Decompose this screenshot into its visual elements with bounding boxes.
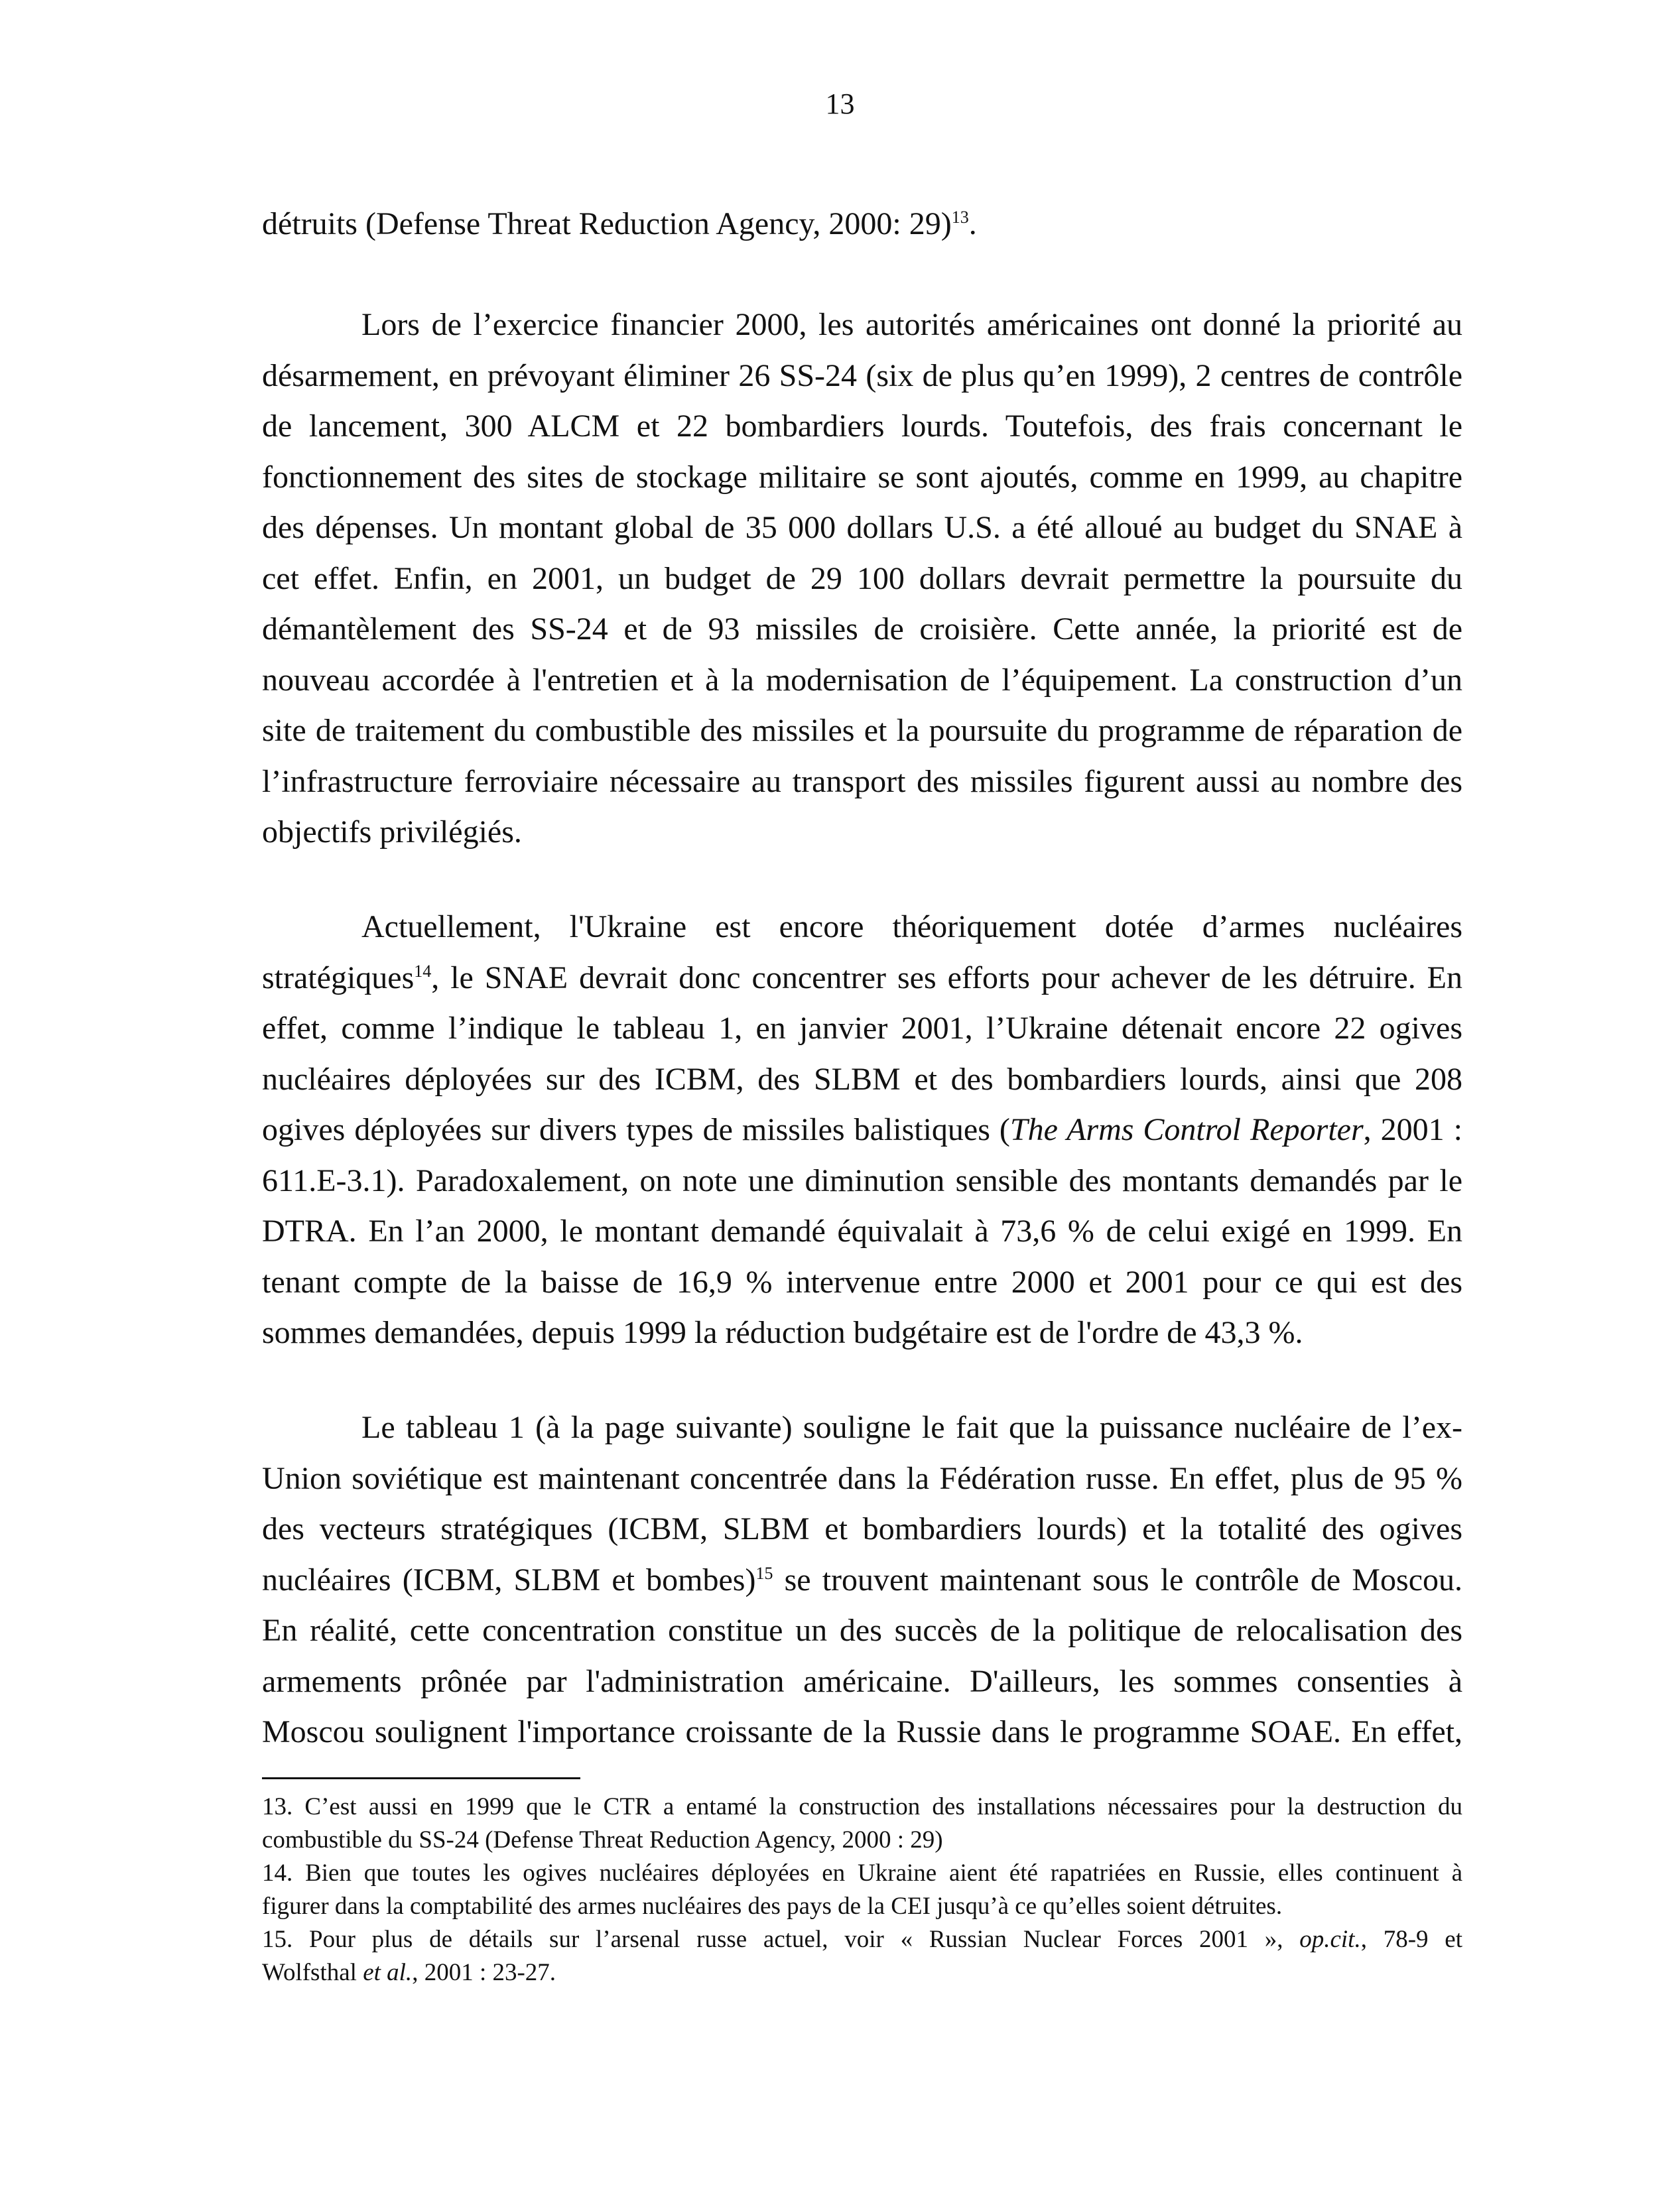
text-line: de lancement, 300 ALCM et 22 bombardiers lourds. Toutefois, des frais concernant le	[262, 409, 1462, 444]
text-line: nucléaires (ICBM, SLBM et bombes)$^{15}$ se trouvent maintenant sous le contrôle de Moscou.	[262, 1562, 1463, 1598]
footnote-13-cont: combustible du SS-24 (Defense Threat Reduction Agency, 2000 : 29)	[262, 1826, 943, 1854]
text-line: DTRA. En l’an 2000, le montant demandé équivalait à 73,6 % de celui exigé en 1999. En	[262, 1214, 1462, 1249]
text-line: 611.E-3.1). Paradoxalement, on note une diminution sensible des montants demandés par le	[262, 1163, 1462, 1198]
text-line: démantèlement des SS-24 et de 93 missiles de croisière. Cette année, la priorité est de	[262, 611, 1462, 647]
footnote-ref-13[interactable]: 13	[951, 208, 969, 227]
text-line: ogives déployées sur divers types de missiles balistiques (The Arms Control Reporter, 2001 :	[262, 1112, 1463, 1147]
text-line: désarmement, en prévoyant éliminer 26 SS-24 (six de plus qu’en 1999), 2 centres de contrôle	[262, 357, 1462, 393]
text-line: détruits (Defense Threat Reduction Agency, 2000: 29)$^{13}$.	[262, 206, 977, 241]
text-line: sommes demandées, depuis 1999 la réduction budgétaire est de l'ordre de 43,3 %.	[262, 1315, 1303, 1350]
text-line: des dépenses. Un montant global de 35 000 dollars U.S. a été alloué au budget du SNAE à	[262, 510, 1462, 545]
footnote-ref-14[interactable]: 14	[414, 961, 432, 981]
text-line: Moscou soulignent l'importance croissante de la Russie dans le programme SOAE. En effet,	[262, 1714, 1462, 1749]
text-line: Lors de l’exercice financier 2000, les autorités américaines ont donné la priorité au	[361, 307, 1462, 342]
paragraph-ukraine	[262, 902, 1462, 1359]
text-line: nucléaires déployées sur des ICBM, des SLBM et des bombardiers lourds, ainsi que 208	[262, 1061, 1462, 1097]
text-line: fonctionnement des sites de stockage militaire se sont ajoutés, comme en 1999, au chapitre	[262, 459, 1462, 495]
footnotes	[262, 1791, 1462, 1989]
paragraph-tableau-1	[262, 1403, 1462, 1758]
text-line: Le tableau 1 (à la page suivante) souligne le fait que la puissance nucléaire de l’ex-	[361, 1410, 1462, 1445]
text-line: armements prônée par l'administration américaine. D'ailleurs, les sommes consenties à	[262, 1663, 1462, 1699]
footnote-15: 15. Pour plus de détails sur l’arsenal russe actuel, voir « Russian Nuclear Forces 2001 », op.cit., 78-9 et	[262, 1926, 1462, 1953]
footnote-15-cont: Wolfsthal et al., 2001 : 23-27.	[262, 1959, 556, 1986]
text-line: Actuellement, l'Ukraine est encore théoriquement dotée d’armes nucléaires	[361, 909, 1462, 944]
footnote-separator	[262, 1777, 580, 1779]
text-line: tenant compte de la baisse de 16,9 % intervenue entre 2000 et 2001 pour ce qui est des	[262, 1264, 1462, 1300]
footnote-14-cont: figurer dans la comptabilité des armes nucléaires des pays de la CEI jusqu’à ce qu’elles soient détruites.	[262, 1893, 1283, 1920]
footnote-ref-15[interactable]: 15	[755, 1563, 773, 1583]
text-line: l’infrastructure ferroviaire nécessaire au transport des missiles figurent aussi au nombre des	[262, 763, 1462, 799]
text-line: objectifs privilégiés.	[262, 814, 522, 850]
text-line: effet, comme l’indique le tableau 1, en janvier 2001, l’Ukraine détenait encore 22 ogives	[262, 1011, 1462, 1046]
footnote-14: 14. Bien que toutes les ogives nucléaires déployées en Ukraine aient été rapatriées en Russie, elles continuent à	[262, 1859, 1462, 1887]
text-line: En réalité, cette concentration constitue un des succès de la politique de relocalisation des	[262, 1613, 1462, 1648]
footnote-13: 13. C’est aussi en 1999 que le CTR a entamé la construction des installations nécessaires pour la destruction du	[262, 1793, 1462, 1820]
text-line: Union soviétique est maintenant concentrée dans la Fédération russe. En effet, plus de 95 %	[262, 1460, 1462, 1496]
text-line: cet effet. Enfin, en 2001, un budget de 29 100 dollars devrait permettre la poursuite du	[262, 560, 1462, 596]
page-number: 13	[825, 88, 855, 120]
paragraph-continuation	[262, 199, 1462, 250]
text-line: site de traitement du combustible des missiles et la poursuite du programme de réparation de	[262, 713, 1462, 748]
paragraph-budget-2000	[262, 300, 1462, 858]
text-line: des vecteurs stratégiques (ICBM, SLBM et bombardiers lourds) et la totalité des ogives	[262, 1511, 1462, 1546]
text-line: nouveau accordée à l'entretien et à la modernisation de l’équipement. La construction d’un	[262, 662, 1462, 698]
text-line: stratégiques$^{14}$, le SNAE devrait donc concentrer ses efforts pour achever de les détruire. En	[262, 960, 1462, 995]
